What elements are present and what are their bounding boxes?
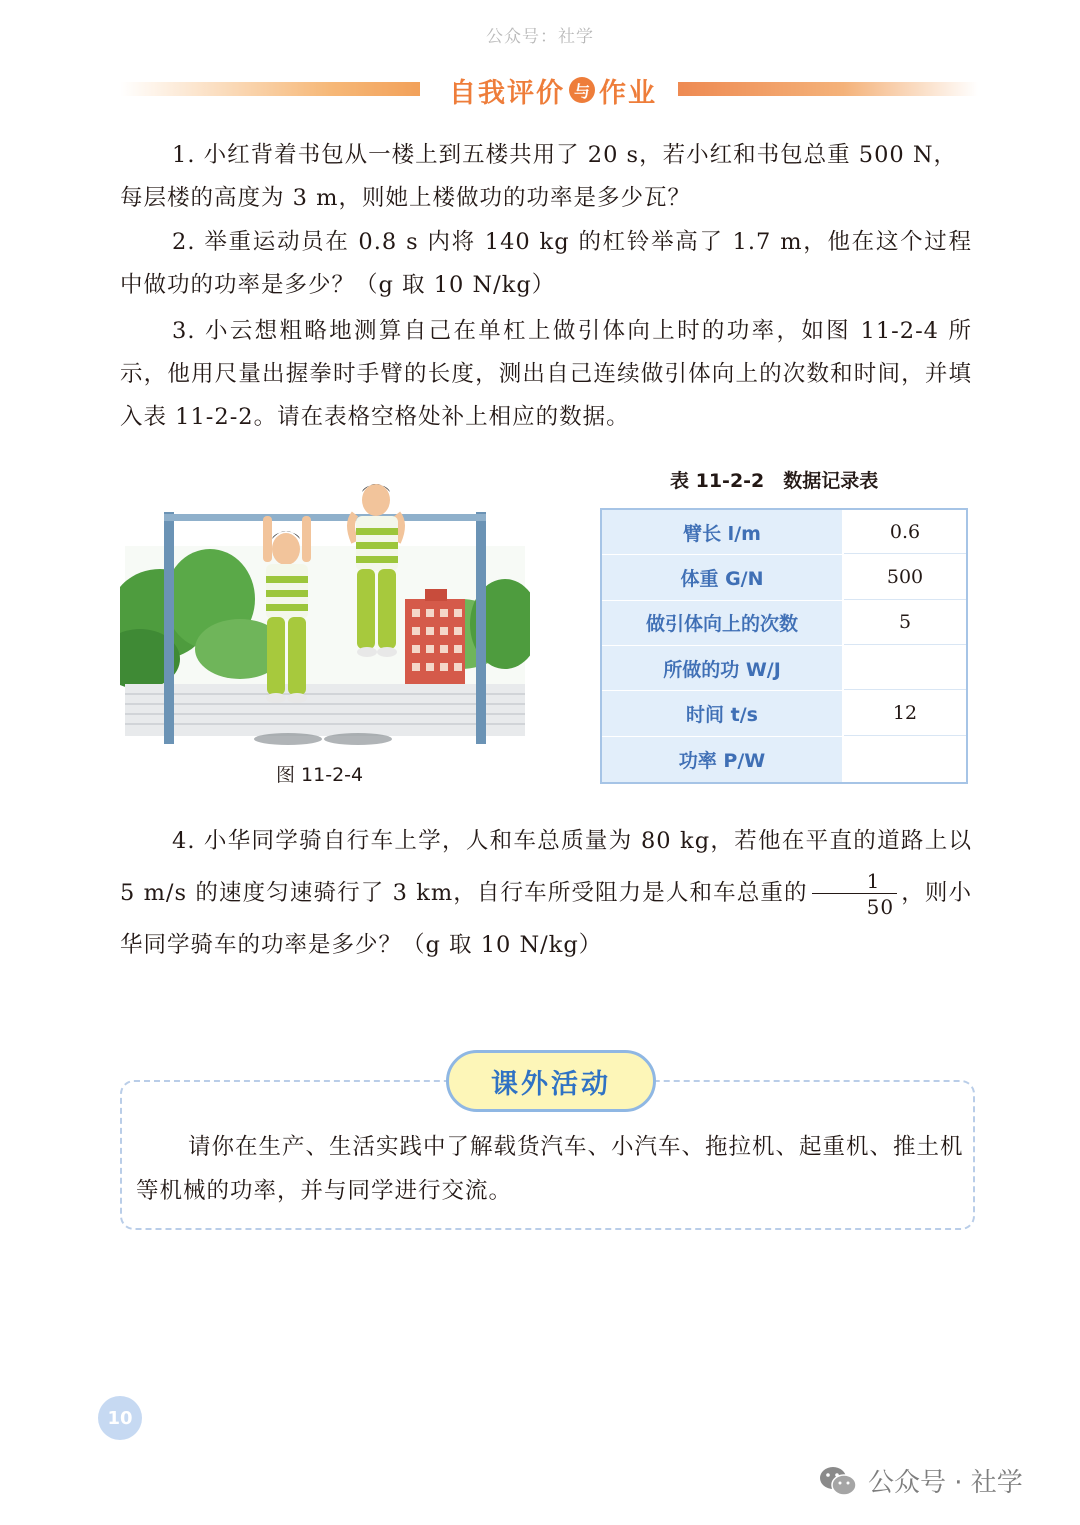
table-caption: 表 11-2-2 数据记录表 [670,470,879,492]
problem-4-text-after: ，则小华同学骑车的功率是多少？（g 取 10 N/kg） [120,880,972,958]
table-row [602,646,966,691]
fraction-numerator: 1 [812,871,897,894]
pullup-illustration [120,484,530,754]
section-title [438,70,668,110]
problem-4 [120,815,972,971]
table-label: 做引体向上的次数 [602,601,844,645]
with-badge-icon: 与 [569,77,595,103]
table-value: 12 [844,691,966,735]
watermark-bottom-text: 公众号 · 社学 [868,1468,1023,1498]
figure-caption: 图 11-2-4 [276,764,364,786]
table-label: 臂长 l/m [602,510,844,554]
table-value-blank [844,646,966,690]
table-value: 500 [844,555,966,599]
table-row [602,601,966,646]
section-title-part1: 自我评价 [449,77,565,109]
table-value-blank [844,737,966,782]
table-row [602,510,966,555]
table-label: 体重 G/N [602,555,844,599]
table-row [602,555,966,600]
watermark-top: 公众号：社学 [486,27,594,47]
table-value: 0.6 [844,510,966,554]
section-header [120,70,980,110]
pullup-illustration-svg [120,484,530,754]
table-label: 功率 P/W [602,737,844,782]
problem-3: 3. 小云想粗略地测算自己在单杠上做引体向上时的功率，如图 11-2-4 所示，他用尺量出握拳时手臂的长度，测出自己连续做引体向上的次数和时间，并填入表 11-2-2。请在表格空格处补上相应的数据。 [120,318,972,430]
problem-4-text-before: 4. 小华同学骑自行车上学，人和车总质量为 80 kg，若他在平直的道路上以 5 m/s 的速度匀速骑行了 3 km，自行车所受阻力是人和车总重的 [120,828,972,906]
fraction-denominator: 50 [866,895,895,919]
data-record-table [600,508,968,784]
fraction-one-fiftieth [812,871,897,917]
problem-2: 2. 举重运动员在 0.8 s 内将 140 kg 的杠铃举高了 1.7 m，他在这个过程中做功的功率是多少？（g 取 10 N/kg） [120,229,972,298]
section-title-part2: 作业 [599,77,657,109]
table-row [602,737,966,782]
problem-1-line-2: 每层楼的高度为 3 m，则她上楼做功的功率是多少瓦？ [120,185,691,211]
header-bar-right [678,82,978,96]
table-label: 所做的功 W/J [602,646,844,690]
table-row [602,691,966,736]
table-value: 5 [844,601,966,645]
page-number: 10 [98,1396,142,1440]
watermark-bottom [818,1462,1023,1499]
header-bar-left [120,82,420,96]
problem-1-line-1: 1. 小红背着书包从一楼上到五楼共用了 20 s，若小红和书包总重 500 N， [172,142,958,168]
activity-text: 请你在生产、生活实践中了解载货汽车、小汽车、拖拉机、起重机、推土机等机械的功率，并与同学进行交流。 [136,1134,964,1204]
activity-title: 课外活动 [446,1050,656,1112]
table-label: 时间 t/s [602,691,844,735]
wechat-icon [818,1464,858,1498]
